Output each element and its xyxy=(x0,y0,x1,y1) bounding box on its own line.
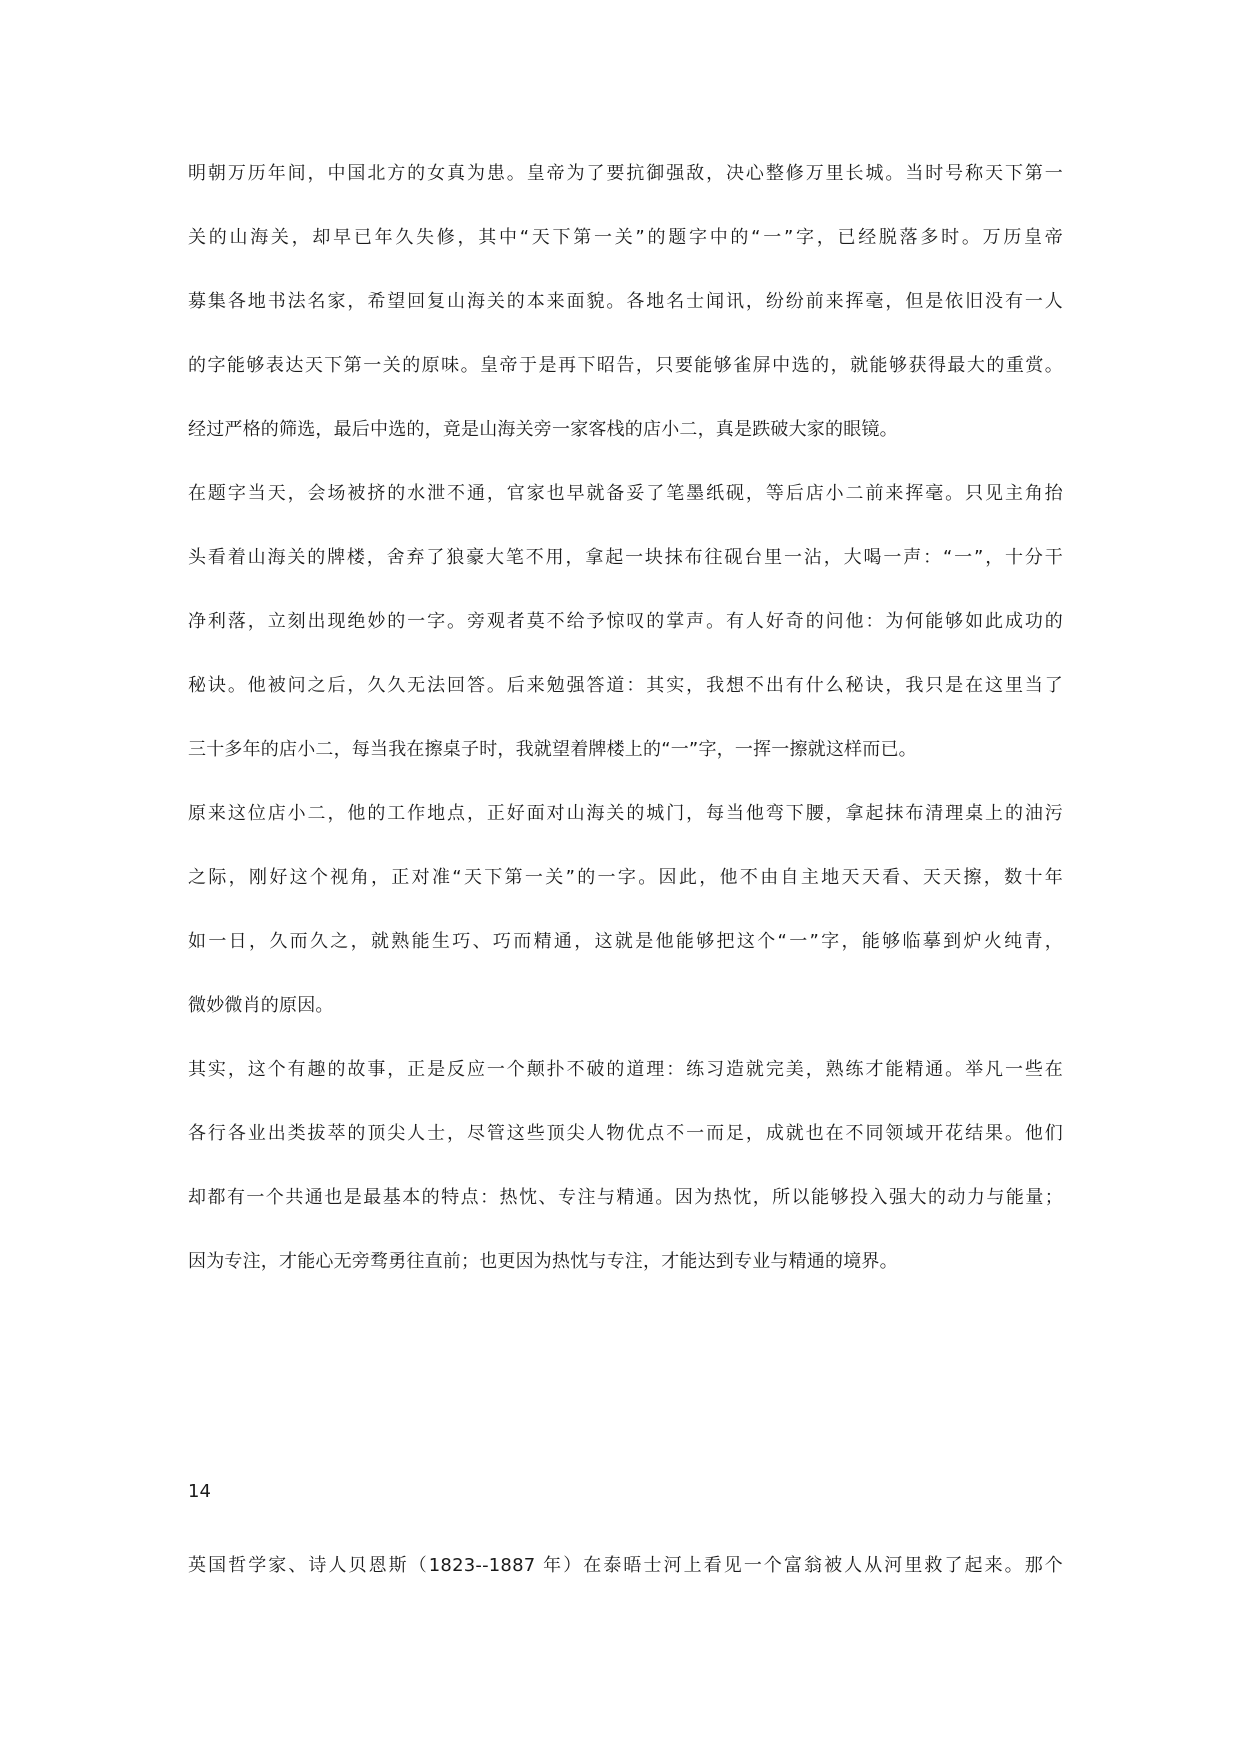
text-line: 秘诀。他被问之后，久久无法回答。后来勉强答道：其实，我想不出有什么秘诀，我只是在这里当了 xyxy=(188,675,1063,696)
text-line: 各行各业出类拔萃的顶尖人士，尽管这些顶尖人物优点不一而足，成就也在不同领域开花结果。他们 xyxy=(188,1123,1063,1144)
text-line: 在题字当天，会场被挤的水泄不通，官家也早就备妥了笔墨纸砚，等后店小二前来挥毫。只见主角抬 xyxy=(188,483,1063,504)
text-line: 三十多年的店小二，每当我在擦桌子时，我就望着牌楼上的“一”字，一挥一擦就这样而已。 xyxy=(188,739,917,760)
section-number: 14 xyxy=(188,1481,211,1502)
text-line: 因为专注，才能心无旁骛勇往直前；也更因为热忱与专注，才能达到专业与精通的境界。 xyxy=(188,1251,898,1272)
text-line: 却都有一个共通也是最基本的特点：热忱、专注与精通。因为热忱，所以能够投入强大的动力与能量； xyxy=(188,1187,1063,1208)
text-line: 募集各地书法名家，希望回复山海关的本来面貌。各地名士闻讯，纷纷前来挥毫，但是依旧没有一人 xyxy=(188,291,1063,312)
text-line: 明朝万历年间，中国北方的女真为患。皇帝为了要抗御强敌，决心整修万里长城。当时号称天下第一 xyxy=(188,163,1063,184)
text-line: 净利落，立刻出现绝妙的一字。旁观者莫不给予惊叹的掌声。有人好奇的问他：为何能够如此成功的 xyxy=(188,611,1063,632)
text-line: 如一日，久而久之，就熟能生巧、巧而精通，这就是他能够把这个“一”字，能够临摹到炉火纯青， xyxy=(188,931,1063,952)
text-line: 头看着山海关的牌楼，舍弃了狼豪大笔不用，拿起一块抹布往砚台里一沾，大喝一声：“一”，十分干 xyxy=(188,547,1063,568)
text-line: 关的山海关，却早已年久失修，其中“天下第一关”的题字中的“一”字，已经脱落多时。万历皇帝 xyxy=(188,227,1063,248)
text-line: 英国哲学家、诗人贝恩斯（1823--1887 年）在泰晤士河上看见一个富翁被人从河里救了起来。那个 xyxy=(188,1555,1063,1576)
text-line: 其实，这个有趣的故事，正是反应一个颠扑不破的道理：练习造就完美，熟练才能精通。举凡一些在 xyxy=(188,1059,1063,1080)
text-line: 之际，刚好这个视角，正对准“天下第一关”的一字。因此，他不由自主地天天看、天天擦，数十年 xyxy=(188,867,1063,888)
text-line: 经过严格的筛选，最后中选的，竟是山海关旁一家客栈的店小二，真是跌破大家的眼镜。 xyxy=(188,419,898,440)
text-line: 微妙微肖的原因。 xyxy=(188,995,334,1016)
text-line: 原来这位店小二，他的工作地点，正好面对山海关的城门，每当他弯下腰，拿起抹布清理桌上的油污 xyxy=(188,803,1063,824)
text-line: 的字能够表达天下第一关的原味。皇帝于是再下昭告，只要能够雀屏中选的，就能够获得最大的重赏。 xyxy=(188,355,1063,376)
story-text-block xyxy=(188,162,1063,1314)
next-section-text xyxy=(188,1554,1063,1618)
